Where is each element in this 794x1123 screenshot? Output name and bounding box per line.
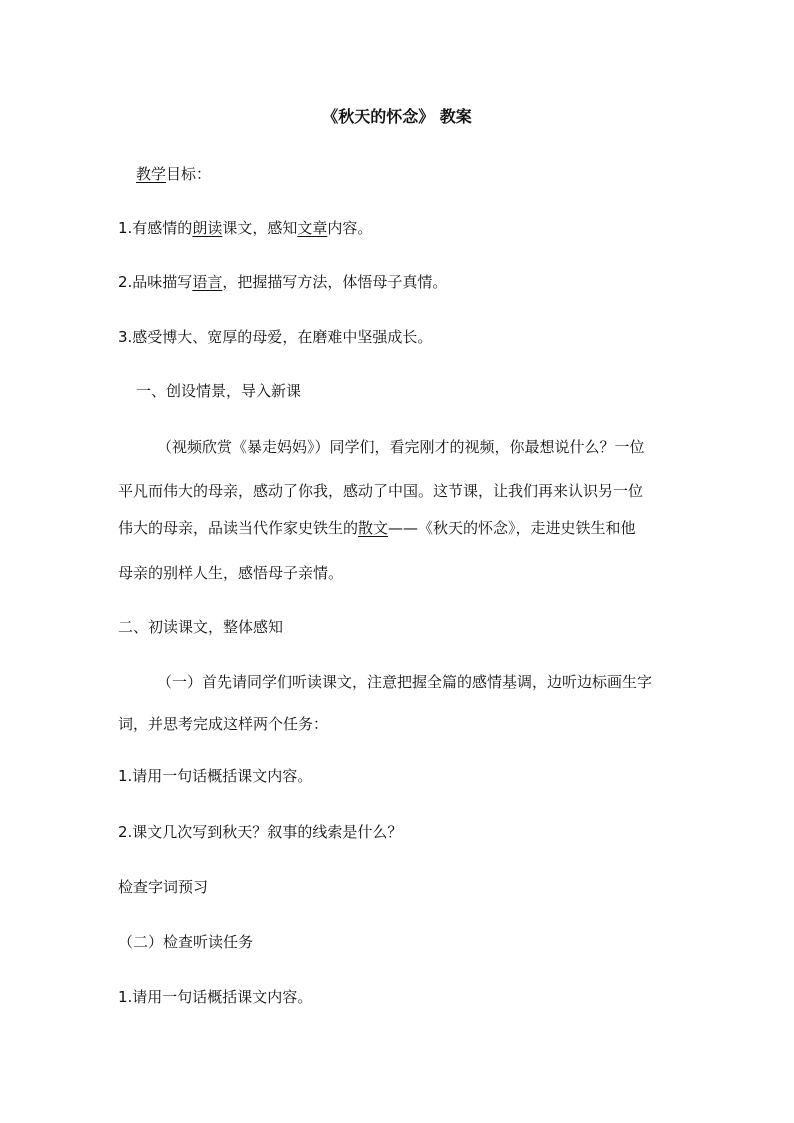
objective-2-text-a: 2.品味描写 [118, 273, 193, 291]
objectives-heading-rest: 目标： [166, 165, 212, 183]
section-1-paragraph-line-2: 平凡而伟大的母亲，感动了你我，感动了中国。这节课，让我们再来认识另一位 [118, 482, 644, 500]
section-2-sub2-heading: （二）检查听读任务 [118, 933, 254, 951]
section-1-line-3-c: ——《秋天的怀念》，走进史铁生和他 [388, 519, 636, 537]
section-2-sub1-line-2: 词，并思考完成这样两个任务： [118, 715, 329, 733]
objectives-heading-underlined: 教学 [136, 165, 167, 183]
objective-2-text-c: ，把握描写方法，体悟母子真情。 [222, 273, 448, 291]
objective-item-1 [118, 218, 678, 238]
section-2-task-2: 2.课文几次写到秋天？叙事的线索是什么？ [118, 823, 403, 841]
objective-1-text-c: 课文，感知 [222, 219, 298, 237]
section-1-paragraph-line-3 [118, 518, 678, 538]
objective-1-text-b: 朗读 [192, 219, 223, 237]
section-1-paragraph-line-4: 母亲的别样人生，感悟母子亲情。 [118, 564, 344, 582]
section-2-sub1-line-1: （一）首先请同学们听读课文，注意把握全篇的感情基调，边听边标画生字 [157, 673, 653, 691]
document-title: 《秋天的怀念》 教案 [322, 107, 472, 126]
section-2-sub2-task-1: 1.请用一句话概括课文内容。 [118, 988, 313, 1006]
objective-1-text-a: 1.有感情的 [118, 219, 193, 237]
objective-item-3: 3.感受博大、宽厚的母爱，在磨难中坚强成长。 [118, 328, 433, 346]
section-1-paragraph-line-1: （视频欣赏《暴走妈妈》）同学们，看完刚才的视频，你最想说什么？一位 [157, 438, 645, 456]
section-1-heading: 一、创设情景，导入新课 [136, 382, 302, 400]
section-1-line-3-a: 伟大的母亲，品读当代作家史铁生的 [118, 519, 359, 537]
objective-2-text-b: 语言 [192, 273, 223, 291]
objective-1-text-d: 文章 [297, 219, 328, 237]
section-1-line-3-b: 散文 [358, 519, 389, 537]
section-2-heading: 二、初读课文，整体感知 [118, 618, 284, 636]
objective-1-text-e: 内容。 [327, 219, 373, 237]
objectives-heading [136, 164, 696, 184]
check-words-heading: 检查字词预习 [118, 878, 209, 896]
section-2-task-1: 1.请用一句话概括课文内容。 [118, 767, 313, 785]
objective-item-2 [118, 272, 678, 292]
